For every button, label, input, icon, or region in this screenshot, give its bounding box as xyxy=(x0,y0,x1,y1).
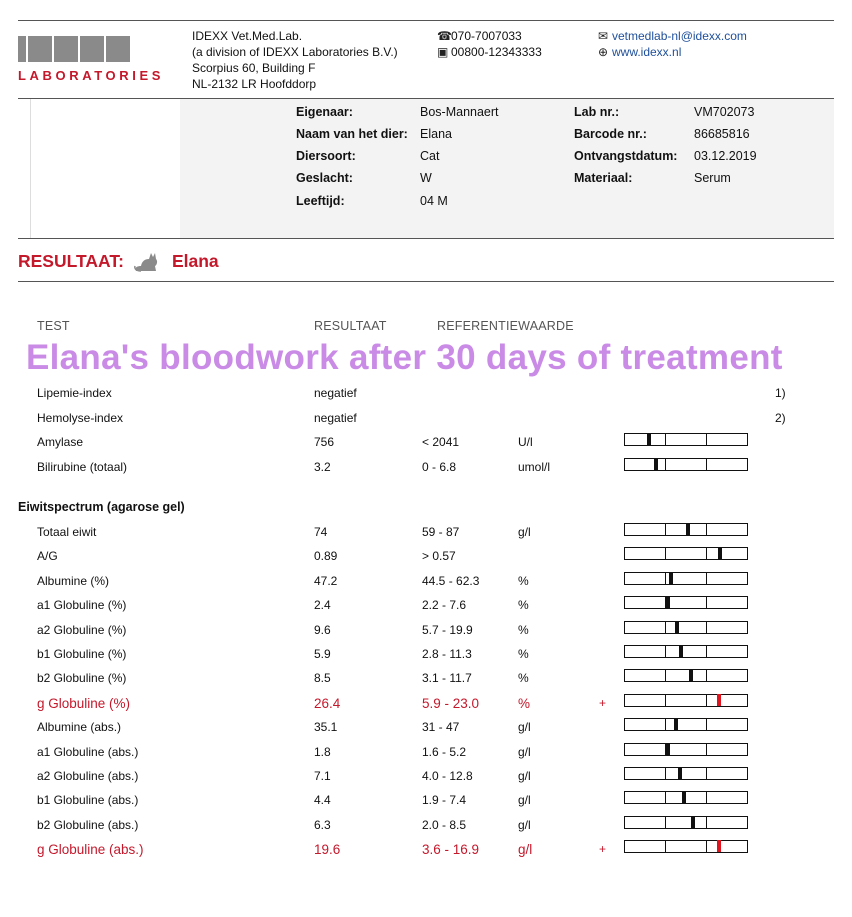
test-name: g Globuline (%) xyxy=(37,695,131,711)
result-label: RESULTAAT: xyxy=(18,250,124,271)
reference-range: 2.8 - 11.3 xyxy=(422,647,472,661)
range-bar-marker xyxy=(666,596,670,608)
test-name: Amylase xyxy=(37,435,84,449)
owner-label: Eigenaar: xyxy=(296,105,353,119)
test-name: a1 Globuline (%) xyxy=(37,598,127,613)
barcode-label: Barcode nr.: xyxy=(574,127,647,141)
phone-icon: ☎ xyxy=(437,29,452,43)
unit: % xyxy=(518,671,529,686)
result-value: 26.4 xyxy=(314,695,341,711)
address-line: (a division of IDEXX Laboratories B.V.) xyxy=(192,45,398,59)
range-bar-tick xyxy=(706,573,707,584)
test-name: a2 Globuline (%) xyxy=(37,622,127,637)
range-bar-marker xyxy=(691,816,695,828)
address-line: IDEXX Vet.Med.Lab. xyxy=(192,29,303,43)
result-title xyxy=(18,249,219,273)
range-bar-marker xyxy=(669,572,673,584)
range-bar-tick xyxy=(665,622,666,633)
range-bar-tick xyxy=(706,524,707,535)
lab-phones xyxy=(437,28,542,60)
range-bar-tick xyxy=(665,792,666,803)
patient-left-panel xyxy=(30,99,180,238)
range-bar-tick xyxy=(706,744,707,755)
reference-range: 3.6 - 16.9 xyxy=(422,842,480,858)
range-bar xyxy=(624,596,748,609)
received-label: Ontvangstdatum: xyxy=(574,149,678,163)
range-bar xyxy=(624,791,748,804)
range-bar-tick xyxy=(706,597,707,608)
result-value: 8.5 xyxy=(314,671,331,686)
test-name: b1 Globuline (%) xyxy=(37,647,127,661)
email-icon: ✉ xyxy=(598,29,609,43)
age-value: 04 M xyxy=(420,194,448,208)
range-bar-tick xyxy=(706,719,707,730)
patient-rule xyxy=(18,238,834,239)
email-link[interactable]: vetmedlab-nl@idexx.com xyxy=(612,29,747,43)
result-value: 0.89 xyxy=(314,549,338,564)
material-label: Materiaal: xyxy=(574,171,633,185)
result-value: 6.3 xyxy=(314,817,331,832)
address-line: NL-2132 LR Hoofddorp xyxy=(192,77,317,91)
footnote-ref: 1) xyxy=(775,386,786,400)
test-name: Lipemie-index xyxy=(37,386,112,400)
range-bar xyxy=(624,547,748,560)
reference-range: 1.9 - 7.4 xyxy=(422,793,467,808)
reference-range: 3.1 - 11.7 xyxy=(422,671,472,686)
result-value: 2.4 xyxy=(314,598,331,613)
range-bar xyxy=(624,645,748,658)
range-bar-tick xyxy=(706,792,707,803)
range-bar xyxy=(624,718,748,731)
result-row xyxy=(0,386,852,406)
range-bar xyxy=(624,669,748,682)
unit: g/l xyxy=(518,720,531,735)
range-bar-tick xyxy=(665,459,666,470)
range-bar-marker xyxy=(675,621,679,633)
range-bar-marker xyxy=(717,840,721,852)
reference-range: 2.2 - 7.6 xyxy=(422,598,467,613)
test-name: Albumine (abs.) xyxy=(37,720,122,735)
range-bar-tick xyxy=(706,646,707,657)
unit: g/l xyxy=(518,769,531,783)
range-bar-tick xyxy=(706,817,707,828)
logo-subtitle: LABORATORIES xyxy=(18,68,165,83)
address-line: Scorpius 60, Building F xyxy=(192,61,316,75)
test-name: Bilirubine (totaal) xyxy=(37,459,128,474)
range-bar-tick xyxy=(706,548,707,559)
reference-range: 31 - 47 xyxy=(422,720,460,735)
range-bar xyxy=(624,523,748,536)
reference-range: 4.0 - 12.8 xyxy=(422,769,473,783)
range-bar-tick xyxy=(665,768,666,779)
range-bar-tick xyxy=(665,434,666,445)
range-bar-tick xyxy=(706,622,707,633)
range-bar-marker xyxy=(682,791,686,803)
range-bar-marker xyxy=(686,523,690,535)
range-bar-tick xyxy=(665,670,666,681)
sex-label: Geslacht: xyxy=(296,171,353,185)
unit: % xyxy=(518,622,529,637)
animal-value: Elana xyxy=(420,127,452,141)
result-value: 47.2 xyxy=(314,573,338,588)
result-value: 35.1 xyxy=(314,720,338,735)
patient-info xyxy=(18,99,834,238)
test-name: Totaal eiwit xyxy=(37,525,97,539)
reference-range: 0 - 6.8 xyxy=(422,459,457,474)
unit: g/l xyxy=(518,744,531,759)
range-bar-tick xyxy=(665,548,666,559)
range-bar xyxy=(624,816,748,829)
unit: g/l xyxy=(518,793,531,808)
result-value: 1.8 xyxy=(314,744,331,759)
website-link[interactable]: www.idexx.nl xyxy=(612,45,682,59)
unit: g/l xyxy=(518,842,533,858)
test-name: b2 Globuline (abs.) xyxy=(37,817,139,832)
range-bar xyxy=(624,458,748,471)
result-value: 19.6 xyxy=(314,842,341,858)
barcode-value: 86685816 xyxy=(694,127,750,141)
idexx-logo-wordmark xyxy=(18,36,173,62)
unit: % xyxy=(518,573,529,588)
high-flag: + xyxy=(599,695,607,710)
labnr-label: Lab nr.: xyxy=(574,105,620,119)
range-bar xyxy=(624,621,748,634)
test-name: a1 Globuline (abs.) xyxy=(37,744,139,759)
reference-range: 44.5 - 62.3 xyxy=(422,573,480,588)
range-bar-tick xyxy=(665,573,666,584)
range-bar-tick xyxy=(706,768,707,779)
test-name: Albumine (%) xyxy=(37,573,110,588)
result-value: 3.2 xyxy=(314,459,331,474)
labnr-value: VM702073 xyxy=(694,105,755,119)
range-bar xyxy=(624,743,748,756)
range-bar-marker xyxy=(717,694,721,706)
range-bar-tick xyxy=(665,646,666,657)
overlay-caption: Elana's bloodwork after 30 days of treatment xyxy=(26,338,783,377)
range-bar-tick xyxy=(665,695,666,706)
age-label: Leeftijd: xyxy=(296,194,345,208)
reference-range: > 0.57 xyxy=(422,549,456,564)
range-bar-tick xyxy=(665,524,666,535)
range-bar xyxy=(624,840,748,853)
range-bar-tick xyxy=(706,695,707,706)
unit: % xyxy=(518,695,531,711)
unit: % xyxy=(518,598,529,613)
range-bar-tick xyxy=(706,670,707,681)
lab-address xyxy=(192,28,398,92)
column-test: TEST xyxy=(37,319,70,333)
range-bar-marker xyxy=(647,433,651,445)
unit: umol/l xyxy=(518,459,551,474)
unit: U/l xyxy=(518,435,533,449)
range-bar-tick xyxy=(665,817,666,828)
unit: % xyxy=(518,647,529,661)
column-reference: REFERENTIEWAARDE xyxy=(437,319,574,333)
test-name: b2 Globuline (%) xyxy=(37,671,127,686)
animal-label: Naam van het dier: xyxy=(296,127,408,141)
range-bar-tick xyxy=(706,434,707,445)
range-bar-marker xyxy=(718,547,722,559)
result-value: negatief xyxy=(314,410,357,425)
range-bar xyxy=(624,694,748,707)
idexx-logo xyxy=(18,36,173,83)
reference-range: 5.7 - 19.9 xyxy=(422,622,473,637)
reference-range: 5.9 - 23.0 xyxy=(422,695,480,711)
high-flag: + xyxy=(599,842,607,857)
result-value: 7.1 xyxy=(314,769,331,783)
reference-range: 1.6 - 5.2 xyxy=(422,744,467,759)
range-bar-marker xyxy=(689,669,693,681)
test-name: b1 Globuline (abs.) xyxy=(37,793,139,808)
range-bar-marker xyxy=(674,718,678,730)
range-bar-tick xyxy=(665,719,666,730)
fax-number: 00800-12343333 xyxy=(451,45,542,59)
range-bar-tick xyxy=(665,841,666,852)
result-row xyxy=(0,411,852,431)
reference-range: 59 - 87 xyxy=(422,525,460,539)
sex-value: W xyxy=(420,171,432,185)
result-value: 5.9 xyxy=(314,647,331,661)
species-label: Diersoort: xyxy=(296,149,356,163)
test-name: g Globuline (abs.) xyxy=(37,842,144,858)
range-bar-marker xyxy=(654,458,658,470)
section-protein-title: Eiwitspectrum (agarose gel) xyxy=(18,500,185,514)
owner-value: Bos-Mannaert xyxy=(420,105,499,119)
range-bar-tick xyxy=(706,459,707,470)
result-value: negatief xyxy=(314,386,357,400)
test-name: A/G xyxy=(37,549,58,564)
cat-icon xyxy=(132,249,164,273)
column-result: RESULTAAT xyxy=(314,319,387,333)
received-value: 03.12.2019 xyxy=(694,149,757,163)
globe-icon: ⊕ xyxy=(598,45,609,59)
unit: g/l xyxy=(518,525,531,539)
range-bar-marker xyxy=(666,743,670,755)
result-animal-name: Elana xyxy=(171,250,219,271)
range-bar xyxy=(624,572,748,585)
range-bar xyxy=(624,767,748,780)
phone-number: 070-7007033 xyxy=(451,29,522,43)
test-name: a2 Globuline (abs.) xyxy=(37,769,139,783)
reference-range: 2.0 - 8.5 xyxy=(422,817,467,832)
patient-details-panel xyxy=(180,99,834,238)
top-rule xyxy=(18,20,834,21)
result-value: 74 xyxy=(314,525,328,539)
range-bar-marker xyxy=(678,767,682,779)
result-value: 4.4 xyxy=(314,793,331,808)
range-bar-tick xyxy=(706,841,707,852)
reference-range: < 2041 xyxy=(422,435,460,449)
result-value: 9.6 xyxy=(314,622,331,637)
fax-icon: ▣ xyxy=(437,45,449,59)
footnote-ref: 2) xyxy=(775,410,786,425)
species-value: Cat xyxy=(420,149,440,163)
lab-web xyxy=(598,28,747,60)
range-bar xyxy=(624,433,748,446)
material-value: Serum xyxy=(694,171,731,185)
test-name: Hemolyse-index xyxy=(37,410,124,425)
result-rule xyxy=(18,281,834,282)
unit: g/l xyxy=(518,817,531,832)
range-bar-marker xyxy=(679,645,683,657)
result-value: 756 xyxy=(314,435,335,449)
